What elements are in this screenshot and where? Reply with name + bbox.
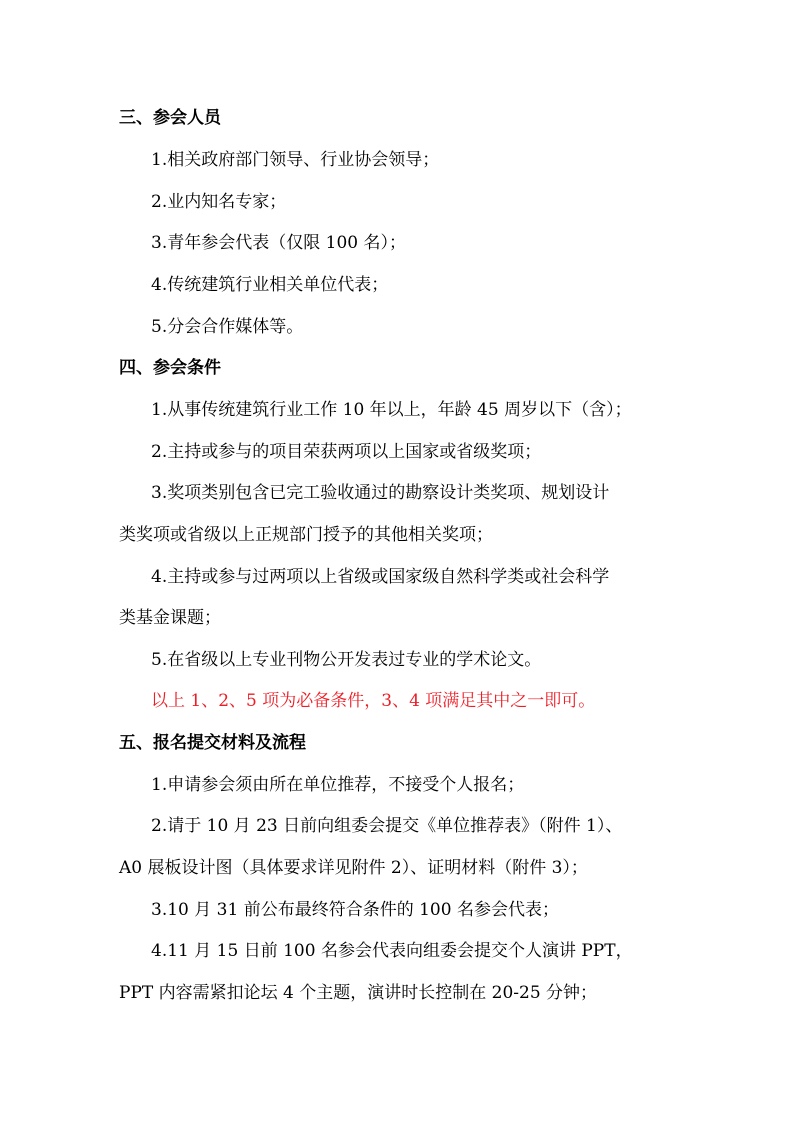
list-item: 1.从事传统建筑行业工作 10 年以上，年龄 45 周岁以下（含）； bbox=[151, 400, 632, 420]
list-item: 3.奖项类别包含已完工验收通过的勘察设计类奖项、规划设计 bbox=[151, 483, 610, 503]
list-item-continuation: PPT 内容需紧扣论坛 4 个主题，演讲时长控制在 20-25 分钟； bbox=[119, 983, 598, 1003]
list-item-continuation: A0 展板设计图（具体要求详见附件 2）、证明材料（附件 3）； bbox=[119, 858, 588, 878]
section-heading-5: 五、报名提交材料及流程 bbox=[119, 733, 306, 753]
section-heading-4: 四、参会条件 bbox=[119, 358, 221, 378]
list-item: 1.相关政府部门领导、行业协会领导； bbox=[151, 150, 440, 170]
list-item: 5.分会合作媒体等。 bbox=[151, 317, 304, 337]
list-item: 5.在省级以上专业刊物公开发表过专业的学术论文。 bbox=[151, 650, 542, 670]
conditions-note: 以上 1、2、5 项为必备条件，3、4 项满足其中之一即可。 bbox=[151, 691, 596, 711]
list-item: 2.业内知名专家； bbox=[151, 192, 287, 212]
list-item: 3.青年参会代表（仅限 100 名）； bbox=[151, 233, 406, 253]
list-item: 4.11 月 15 日前 100 名参会代表向组委会提交个人演讲 PPT， bbox=[151, 941, 633, 961]
list-item: 4.主持或参与过两项以上省级或国家级自然科学类或社会科学 bbox=[151, 567, 610, 587]
list-item: 4.传统建筑行业相关单位代表； bbox=[151, 275, 389, 295]
list-item: 2.主持或参与的项目荣获两项以上国家或省级奖项； bbox=[151, 442, 542, 462]
list-item: 2.请于 10 月 23 日前向组委会提交《单位推荐表》（附件 1）、 bbox=[151, 816, 623, 836]
section-heading-3: 三、参会人员 bbox=[119, 108, 221, 128]
list-item-continuation: 类奖项或省级以上正规部门授予的其他相关奖项； bbox=[119, 525, 493, 545]
list-item-continuation: 类基金课题； bbox=[119, 608, 221, 628]
list-item: 3.10 月 31 前公布最终符合条件的 100 名参会代表； bbox=[151, 900, 559, 920]
list-item: 1.申请参会须由所在单位推荐，不接受个人报名； bbox=[151, 775, 525, 795]
